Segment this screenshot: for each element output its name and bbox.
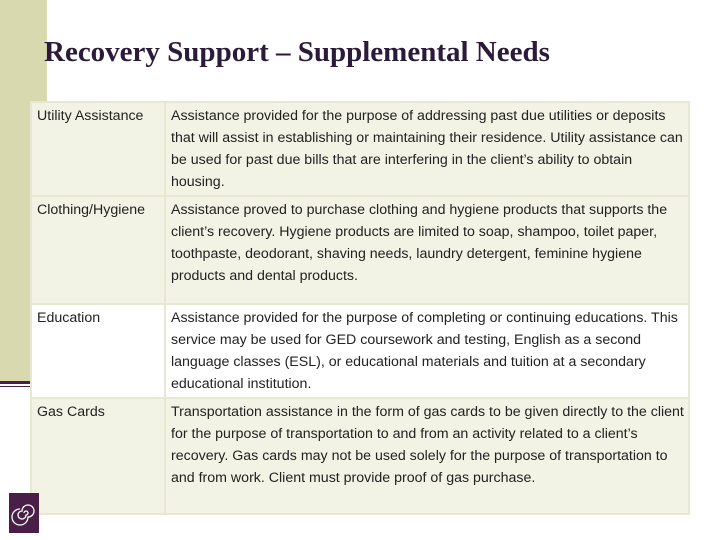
row-label: Education: [31, 304, 165, 398]
table-row: [31, 304, 689, 398]
swirl-logo-icon: [9, 493, 39, 533]
row-label: Utility Assistance: [31, 102, 165, 196]
table-row: [31, 398, 689, 514]
row-description: Transportation assistance in the form of gas cards to be given directly to the client for the purpose of transportation to and from an activity related to a client’s recovery. Gas cards may not be used solely for the purpose of transportation to and from work. Client must provide proof of gas purchase.: [165, 398, 689, 514]
row-label: Gas Cards: [31, 398, 165, 514]
table-row: [31, 196, 689, 304]
row-description: Assistance proved to purchase clothing and hygiene products that supports the client’s recovery. Hygiene products are limited to soap, shampoo, toilet paper, toothpaste, deodorant, shaving needs, laundry detergent, feminine hygiene products and dental products.: [165, 196, 689, 304]
slide-title: Recovery Support – Supplemental Needs: [44, 36, 550, 68]
table-row: [31, 102, 689, 196]
supplemental-needs-table: [30, 101, 690, 515]
row-description: Assistance provided for the purpose of completing or continuing educations. This service may be used for GED coursework and testing, English as a second language classes (ESL), or educational materials and tuition at a secondary educational institution.: [165, 304, 689, 398]
row-description: Assistance provided for the purpose of addressing past due utilities or deposits that will assist in establishing or maintaining their residence. Utility assistance can be used for past due bills that are interfering in the client’s ability to obtain housing.: [165, 102, 689, 196]
row-label: Clothing/Hygiene: [31, 196, 165, 304]
